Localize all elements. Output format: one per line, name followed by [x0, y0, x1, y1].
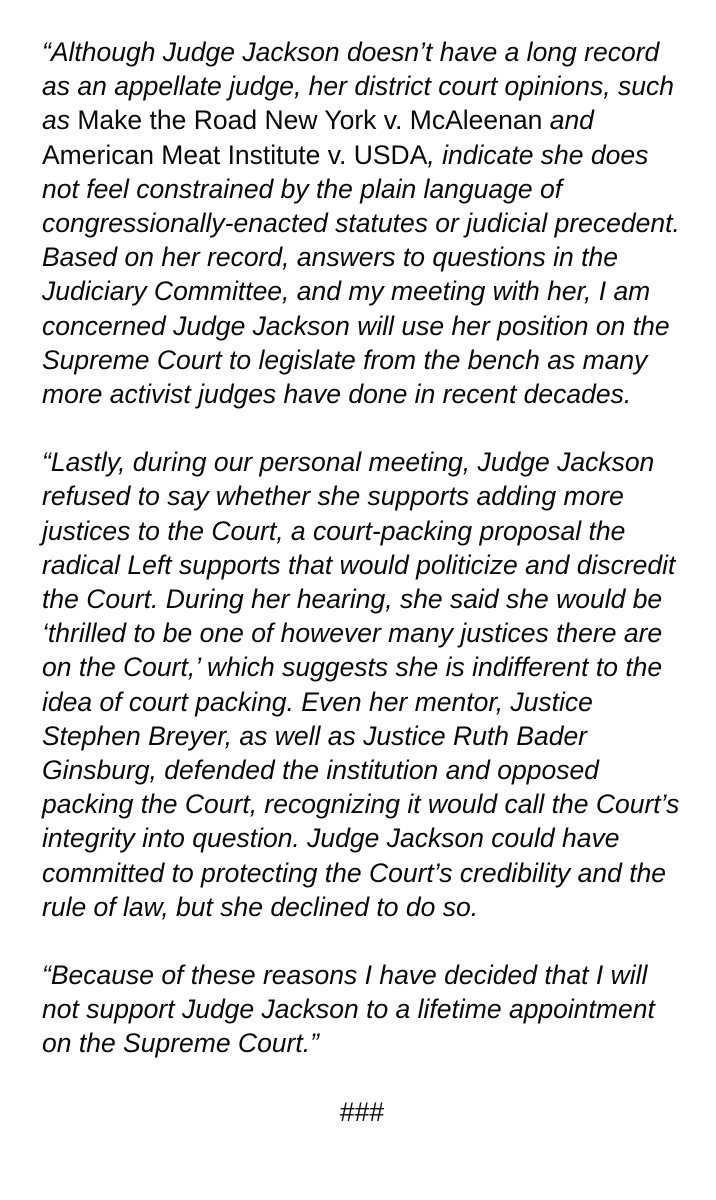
- end-of-release-mark: ###: [339, 1096, 385, 1127]
- statement-paragraph-3: “Because of these reasons I have decided that I will not support Judge Jackson to a lifetime appointment on the Supreme Court.”: [42, 960, 655, 1059]
- case-name-american-meat-institute: American Meat Institute v. USDA: [42, 139, 428, 170]
- statement-paragraph-2: “Lastly, during our personal meeting, Judge Jackson refused to say whether she supports adding more justices to the Court, a court-packing proposal the radical Left supports that would politicize and discredit the Court. During her hearing, she said she would be ‘thrilled to be one of however many justices there are on the Court,’ which suggests she is indifferent to the idea of court packing. Even her mentor, Justice Stephen Breyer, as well as Justice Ruth Bader Ginsburg, defended the institution and opposed packing the Court, recognizing it would call the Court’s integrity into question. Judge Jackson could have committed to protecting the Court’s credibility and the rule of law, but she declined to do so.: [42, 447, 680, 922]
- paragraph-1-text-a: “Although Judge Jackson doesn’t have a long record as an appellate judge, her district court opinions, such as: [42, 37, 674, 136]
- press-statement: [42, 35, 682, 1129]
- case-name-make-the-road: Make the Road New York v. McAleenan: [77, 105, 543, 136]
- statement-paragraph-1: [42, 35, 682, 411]
- paragraph-1-text-b: and: [542, 105, 594, 136]
- paragraph-1-text-c: , indicate she does not feel constrained by the plain language of congressionally-enacted statutes or judicial precedent. Based on her record, answers to questions in the Judiciary Committee, and my meeting with her, I am concerned Judge Jackson will use her position on the Supreme Court to legislate from the bench as many more activist judges have done in recent decades.: [42, 139, 680, 410]
